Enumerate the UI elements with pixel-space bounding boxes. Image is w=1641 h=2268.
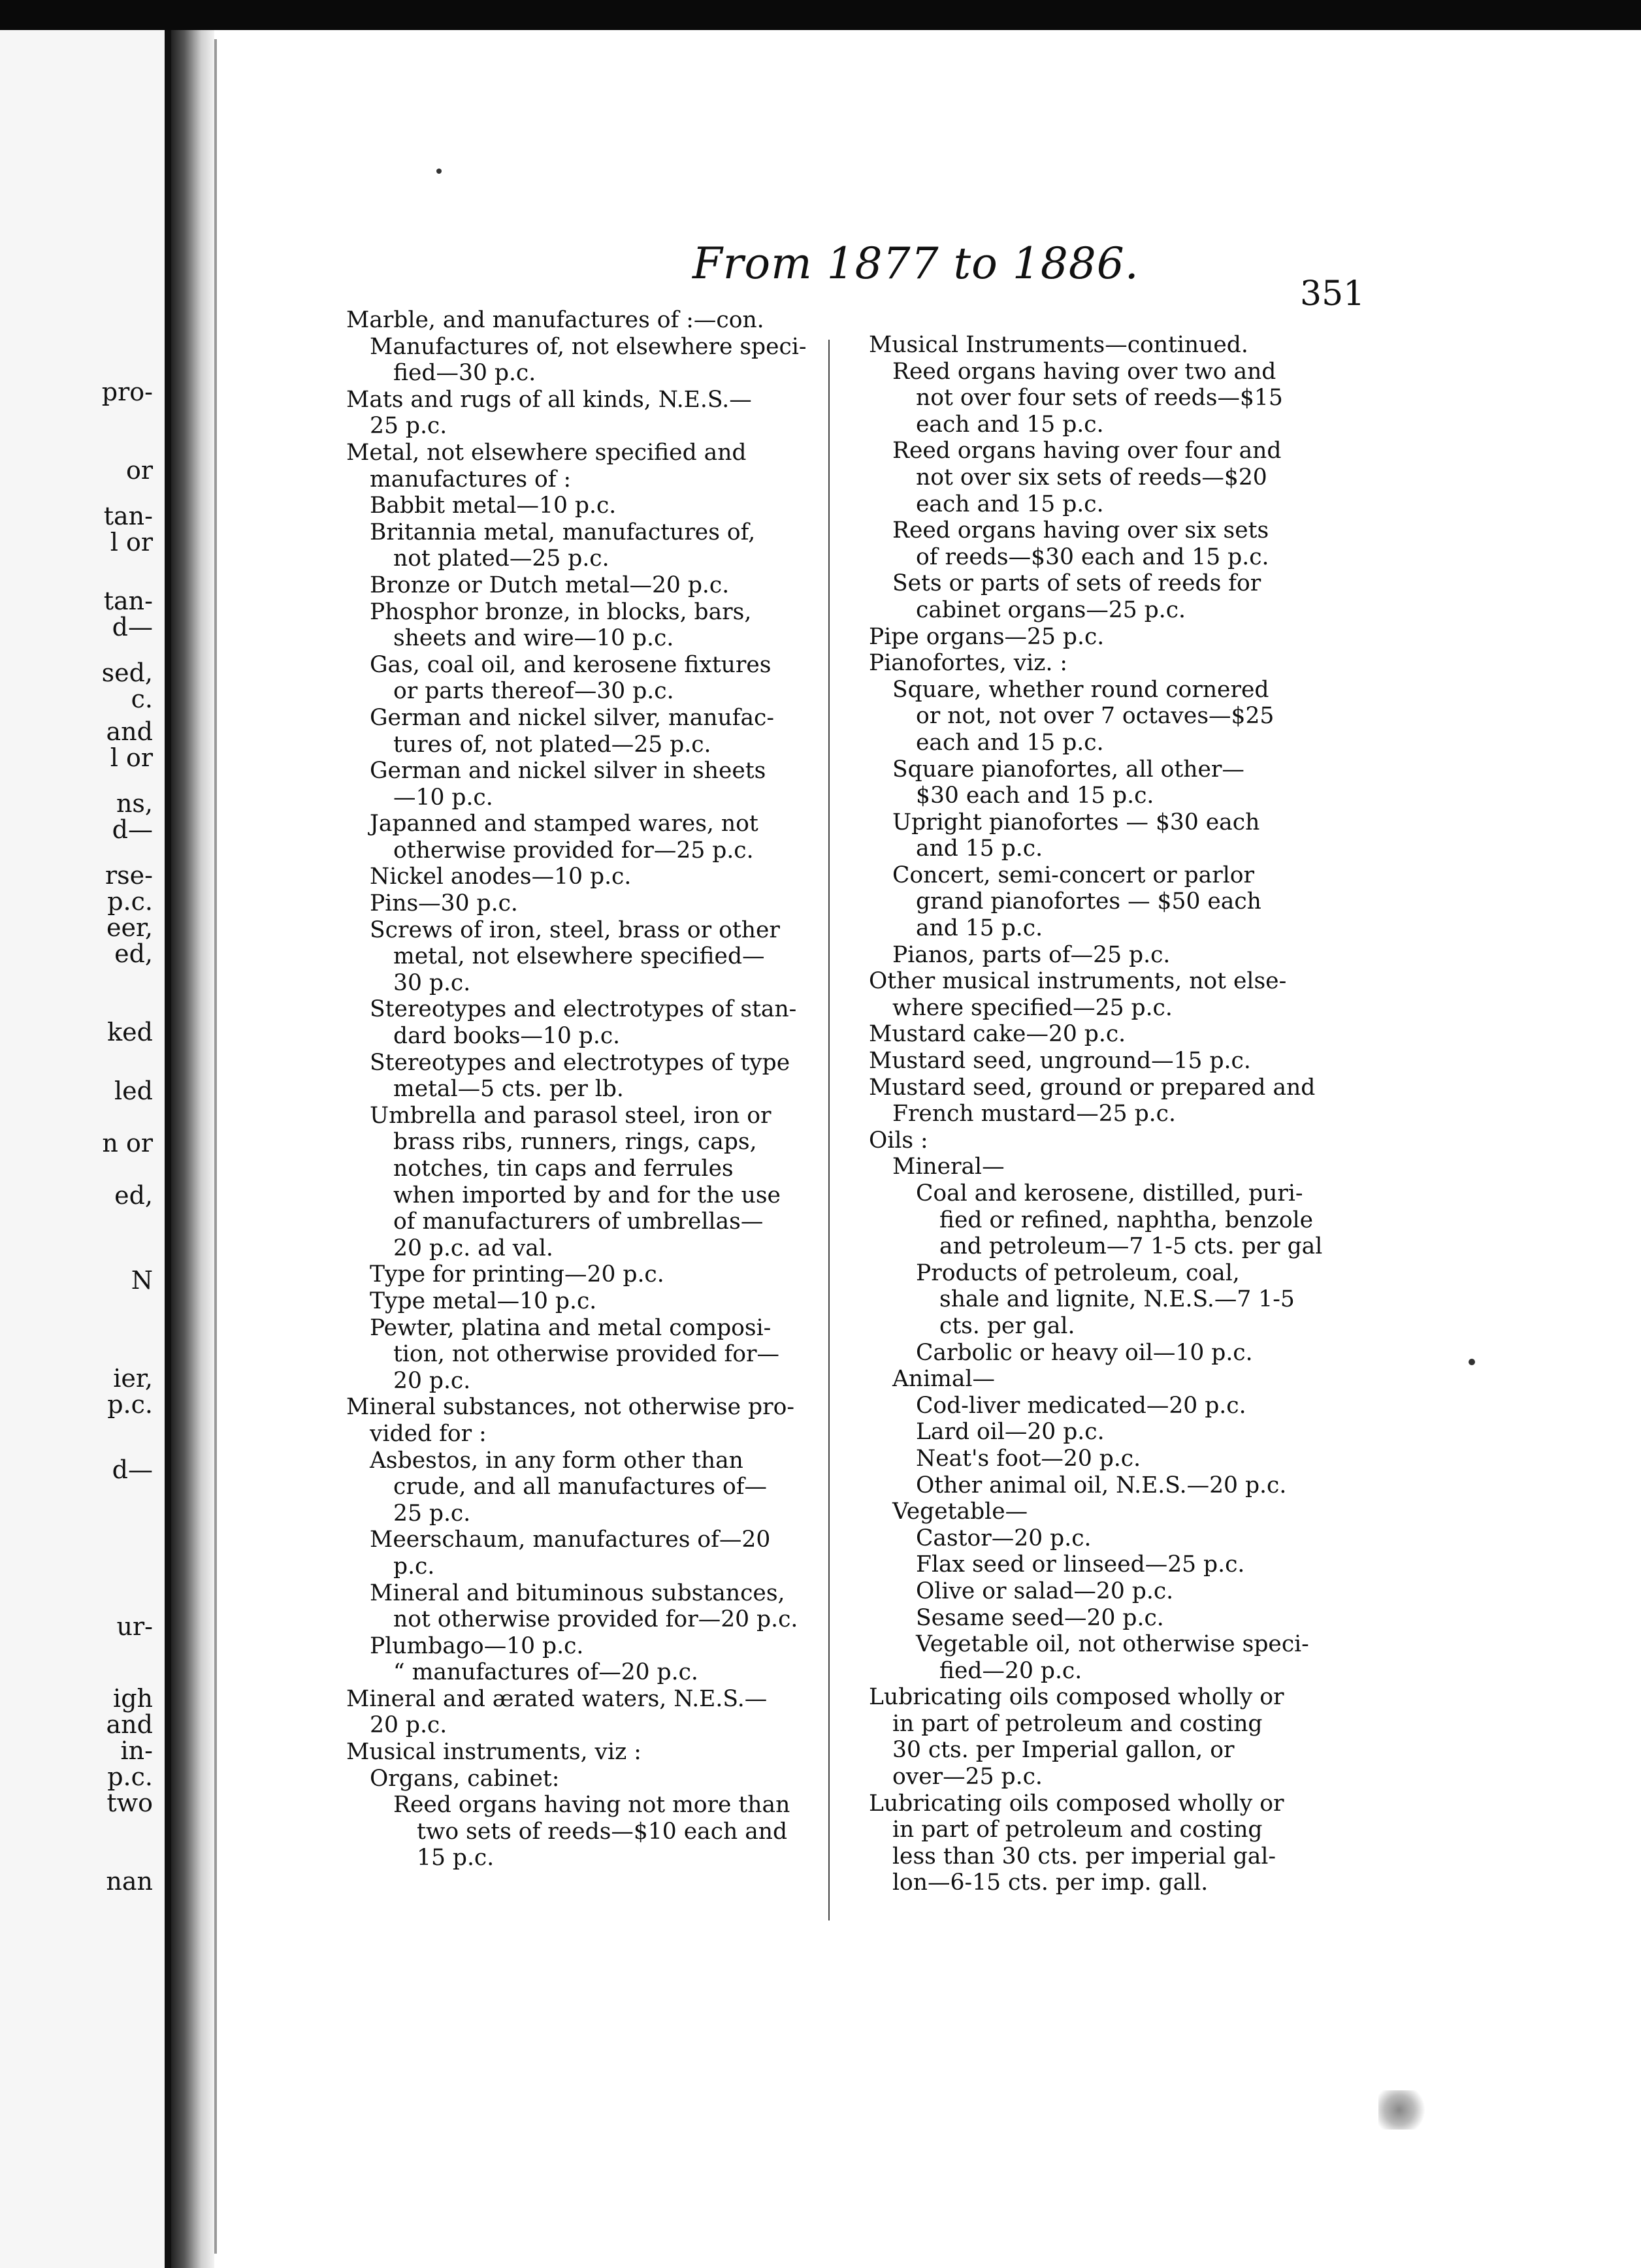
entry-line: metal—5 cts. per lb.	[393, 1076, 624, 1103]
entry-line: Mineral substances, not otherwise pro-	[346, 1394, 795, 1421]
entry-line: Vegetable—	[892, 1498, 1028, 1525]
entry-line: fied—20 p.c.	[939, 1657, 1082, 1684]
facing-page-fragment: p.c.	[107, 887, 153, 916]
entry-line: Type for printing—20 p.c.	[370, 1261, 664, 1288]
entry-line: Neat's foot—20 p.c.	[916, 1445, 1141, 1472]
facing-page-fragment: l or	[110, 528, 153, 557]
facing-page-fragment: tan-	[103, 587, 153, 615]
entry-line: manufactures of :	[370, 466, 572, 493]
facing-page-fragment: ed,	[114, 939, 153, 968]
entry-line: Metal, not elsewhere specified and	[346, 439, 747, 466]
entry-line: 15 p.c.	[417, 1845, 495, 1871]
entry-line: “ manufactures of—20 p.c.	[393, 1659, 698, 1686]
entry-line: Type metal—10 p.c.	[370, 1288, 597, 1314]
facing-page-fragment: and	[106, 1710, 153, 1739]
entry-line: Carbolic or heavy oil—10 p.c.	[916, 1339, 1253, 1366]
facing-page-fragment: p.c.	[107, 1390, 153, 1419]
entry-line: Reed organs having over two and	[892, 358, 1276, 385]
entry-line: 30 p.c.	[393, 969, 471, 996]
entry-line: sheets and wire—10 p.c.	[393, 625, 674, 652]
entry-line: Coal and kerosene, distilled, puri-	[916, 1180, 1303, 1207]
entry-line: Square, whether round cornered	[892, 676, 1269, 703]
facing-page-fragment: d—	[112, 613, 153, 641]
entry-line: otherwise provided for—25 p.c.	[393, 837, 754, 864]
entry-line: Marble, and manufactures of :—con.	[346, 307, 764, 333]
entry-line: when imported by and for the use	[393, 1182, 781, 1208]
entry-line: Sesame seed—20 p.c.	[916, 1604, 1164, 1631]
entry-line: Lard oil—20 p.c.	[916, 1419, 1105, 1446]
entry-line: two sets of reeds—$10 each and	[417, 1818, 788, 1845]
entry-line: or parts thereof—30 p.c.	[393, 678, 674, 705]
entry-line: each and 15 p.c.	[916, 491, 1104, 517]
entry-line: Babbit metal—10 p.c.	[370, 493, 617, 519]
page-number: 351	[1300, 274, 1365, 314]
left-column	[346, 307, 856, 1871]
entry-line: Plumbago—10 p.c.	[370, 1632, 584, 1659]
facing-page-fragment: l or	[110, 743, 153, 772]
entry-line: over—25 p.c.	[892, 1764, 1043, 1790]
entry-line: vided for :	[370, 1420, 487, 1447]
entry-line: 20 p.c. ad val.	[393, 1235, 553, 1261]
entry-line: and petroleum—7 1-5 cts. per gal	[939, 1233, 1323, 1260]
entry-line: Castor—20 p.c.	[916, 1525, 1092, 1551]
entry-line: and 15 p.c.	[916, 915, 1043, 942]
entry-line: Mustard seed, ground or prepared and	[869, 1074, 1316, 1101]
facing-page-fragment: or	[125, 456, 153, 485]
running-head: From 1877 to 1886.	[692, 238, 1139, 289]
entry-line: Olive or salad—20 p.c.	[916, 1578, 1174, 1604]
entry-line: Britannia metal, manufactures of,	[370, 519, 756, 545]
entry-line: Reed organs having over four and	[892, 438, 1282, 464]
facing-page-fragment: p.c.	[107, 1762, 153, 1791]
entry-line: Pianos, parts of—25 p.c.	[892, 941, 1171, 968]
entry-line: Bronze or Dutch metal—20 p.c.	[370, 572, 730, 598]
entry-line: each and 15 p.c.	[916, 729, 1104, 756]
entry-line: Musical instruments, viz :	[346, 1739, 642, 1766]
entry-line: shale and lignite, N.E.S.—7 1-5	[939, 1286, 1295, 1313]
entry-line: Mustard cake—20 p.c.	[869, 1021, 1126, 1048]
facing-page-fragment: nan	[106, 1867, 153, 1896]
entry-line: tures of, not plated—25 p.c.	[393, 731, 711, 758]
entry-line: Lubricating oils composed wholly or	[869, 1790, 1284, 1817]
entry-line: Japanned and stamped wares, not	[370, 811, 758, 837]
entry-line: Mustard seed, unground—15 p.c.	[869, 1048, 1251, 1075]
entry-line: of reeds—$30 each and 15 p.c.	[916, 543, 1269, 570]
facing-page-fragment: rse-	[105, 861, 153, 890]
entry-line: Reed organs having over six sets	[892, 517, 1269, 544]
entry-line: in part of petroleum and costing	[892, 1817, 1263, 1843]
entry-line: notches, tin caps and ferrules	[393, 1156, 734, 1182]
entry-line: tion, not otherwise provided for—	[393, 1341, 780, 1368]
right-column	[869, 332, 1372, 1896]
entry-line: in part of petroleum and costing	[892, 1710, 1263, 1737]
entry-line: brass ribs, runners, rings, caps,	[393, 1129, 757, 1156]
entry-line: Products of petroleum, coal,	[916, 1259, 1240, 1286]
facing-page-fragment: sed,	[101, 658, 153, 687]
entry-line: Lubricating oils composed wholly or	[869, 1684, 1284, 1711]
scan-top-border	[0, 0, 1641, 30]
facing-page-fragment: led	[114, 1077, 153, 1105]
facing-page-fragment: tan-	[103, 502, 153, 530]
entry-line: —10 p.c.	[393, 784, 493, 811]
scan-speck	[436, 169, 442, 174]
facing-page-fragment: ed,	[114, 1181, 153, 1210]
entry-line: Mineral and ærated waters, N.E.S.—	[346, 1685, 768, 1712]
entry-line: Flax seed or linseed—25 p.c.	[916, 1551, 1245, 1578]
entry-line: not over six sets of reeds—$20	[916, 464, 1267, 491]
facing-page-fragment: in-	[120, 1736, 153, 1765]
facing-page-fragment: ier,	[113, 1364, 153, 1393]
entry-line: Stereotypes and electrotypes of stan-	[370, 996, 797, 1023]
entry-line: cabinet organs—25 p.c.	[916, 596, 1186, 623]
facing-page-fragment: ur-	[116, 1612, 153, 1641]
entry-line: Other musical instruments, not else-	[869, 968, 1287, 995]
entry-line: each and 15 p.c.	[916, 411, 1104, 438]
entry-line: Vegetable oil, not otherwise speci-	[916, 1631, 1309, 1658]
entry-line: Square pianofortes, all other—	[892, 756, 1244, 783]
entry-line: lon—6-15 cts. per imp. gall.	[892, 1870, 1209, 1896]
entry-line: fied—30 p.c.	[393, 360, 536, 387]
entry-line: p.c.	[393, 1553, 435, 1580]
entry-line: Mineral—	[892, 1154, 1005, 1180]
entry-line: Umbrella and parasol steel, iron or	[370, 1102, 772, 1129]
entry-line: Animal—	[892, 1366, 995, 1393]
entry-line: Gas, coal oil, and kerosene fixtures	[370, 651, 772, 678]
entry-line: German and nickel silver in sheets	[370, 758, 766, 785]
entry-line: Sets or parts of sets of reeds for	[892, 570, 1261, 597]
facing-page-edge	[0, 30, 171, 2268]
entry-line: 20 p.c.	[393, 1367, 471, 1394]
facing-page-fragment: pro-	[101, 378, 153, 406]
facing-page-fragment: d—	[112, 815, 153, 844]
entry-line: dard books—10 p.c.	[393, 1023, 621, 1050]
facing-page-fragment: c.	[131, 685, 153, 713]
entry-line: Cod-liver medicated—20 p.c.	[916, 1392, 1246, 1419]
entry-line: Other animal oil, N.E.S.—20 p.c.	[916, 1472, 1287, 1498]
entry-line: Musical Instruments—continued.	[869, 332, 1248, 358]
entry-line: or not, not over 7 octaves—$25	[916, 703, 1275, 730]
entry-line: Asbestos, in any form other than	[370, 1447, 743, 1474]
book-gutter	[171, 30, 214, 2268]
entry-line: 25 p.c.	[393, 1500, 471, 1527]
entry-line: not plated—25 p.c.	[393, 545, 609, 572]
entry-line: Upright pianofortes — $30 each	[892, 809, 1260, 835]
entry-line: 30 cts. per Imperial gallon, or	[892, 1737, 1235, 1764]
entry-line: where specified—25 p.c.	[892, 994, 1173, 1021]
facing-page-fragment: and	[106, 717, 153, 746]
entry-line: not otherwise provided for—20 p.c.	[393, 1606, 798, 1633]
entry-line: less than 30 cts. per imperial gal-	[892, 1843, 1276, 1870]
entry-line: crude, and all manufactures of—	[393, 1474, 767, 1500]
entry-line: grand pianofortes — $50 each	[916, 888, 1261, 915]
facing-page-fragment: igh	[113, 1684, 153, 1713]
entry-line: Pins—30 p.c.	[370, 890, 518, 917]
entry-line: cts. per gal.	[939, 1312, 1075, 1339]
entry-line: of manufacturers of umbrellas—	[393, 1208, 764, 1235]
facing-page-fragment: eer,	[106, 913, 153, 942]
entry-line: French mustard—25 p.c.	[892, 1101, 1176, 1127]
entry-line: Pipe organs—25 p.c.	[869, 623, 1105, 650]
entry-line: Organs, cabinet:	[370, 1765, 560, 1792]
entry-line: Concert, semi-concert or parlor	[892, 862, 1254, 888]
entry-line: not over four sets of reeds—$15	[916, 385, 1283, 412]
entry-line: Meerschaum, manufactures of—20	[370, 1527, 771, 1553]
facing-page-fragment: two	[106, 1789, 153, 1817]
entry-line: German and nickel silver, manufac-	[370, 704, 775, 731]
scan-speck	[1469, 1359, 1475, 1365]
entry-line: Mats and rugs of all kinds, N.E.S.—	[346, 386, 752, 413]
entry-line: fied or refined, naphtha, benzole	[939, 1207, 1314, 1233]
scan-stain	[1378, 2090, 1431, 2130]
entry-line: Phosphor bronze, in blocks, bars,	[370, 598, 752, 625]
facing-page-fragment: ked	[107, 1018, 153, 1046]
entry-line: Nickel anodes—10 p.c.	[370, 864, 632, 890]
entry-line: Reed organs having not more than	[393, 1792, 790, 1819]
entry-line: Pianofortes, viz. :	[869, 650, 1068, 677]
entry-line: Oils :	[869, 1127, 928, 1154]
facing-page-fragments	[0, 30, 165, 2268]
entry-line: Mineral and bituminous substances,	[370, 1580, 785, 1606]
entry-line: 20 p.c.	[370, 1712, 447, 1739]
entry-line: Manufactures of, not elsewhere speci-	[370, 333, 807, 360]
facing-page-fragment: ns,	[116, 789, 153, 818]
entry-line: Pewter, platina and metal composi-	[370, 1314, 772, 1341]
entry-line: metal, not elsewhere specified—	[393, 943, 765, 970]
entry-line: Stereotypes and electrotypes of type	[370, 1049, 790, 1076]
column-divider	[828, 340, 830, 1920]
facing-page-fragment: n or	[102, 1129, 153, 1158]
facing-page-fragment: d—	[112, 1455, 153, 1484]
entry-line: and 15 p.c.	[916, 835, 1043, 862]
entry-line: Screws of iron, steel, brass or other	[370, 916, 780, 943]
entry-line: 25 p.c.	[370, 413, 447, 440]
entry-line: $30 each and 15 p.c.	[916, 783, 1154, 809]
facing-page-fragment: N	[131, 1266, 153, 1295]
